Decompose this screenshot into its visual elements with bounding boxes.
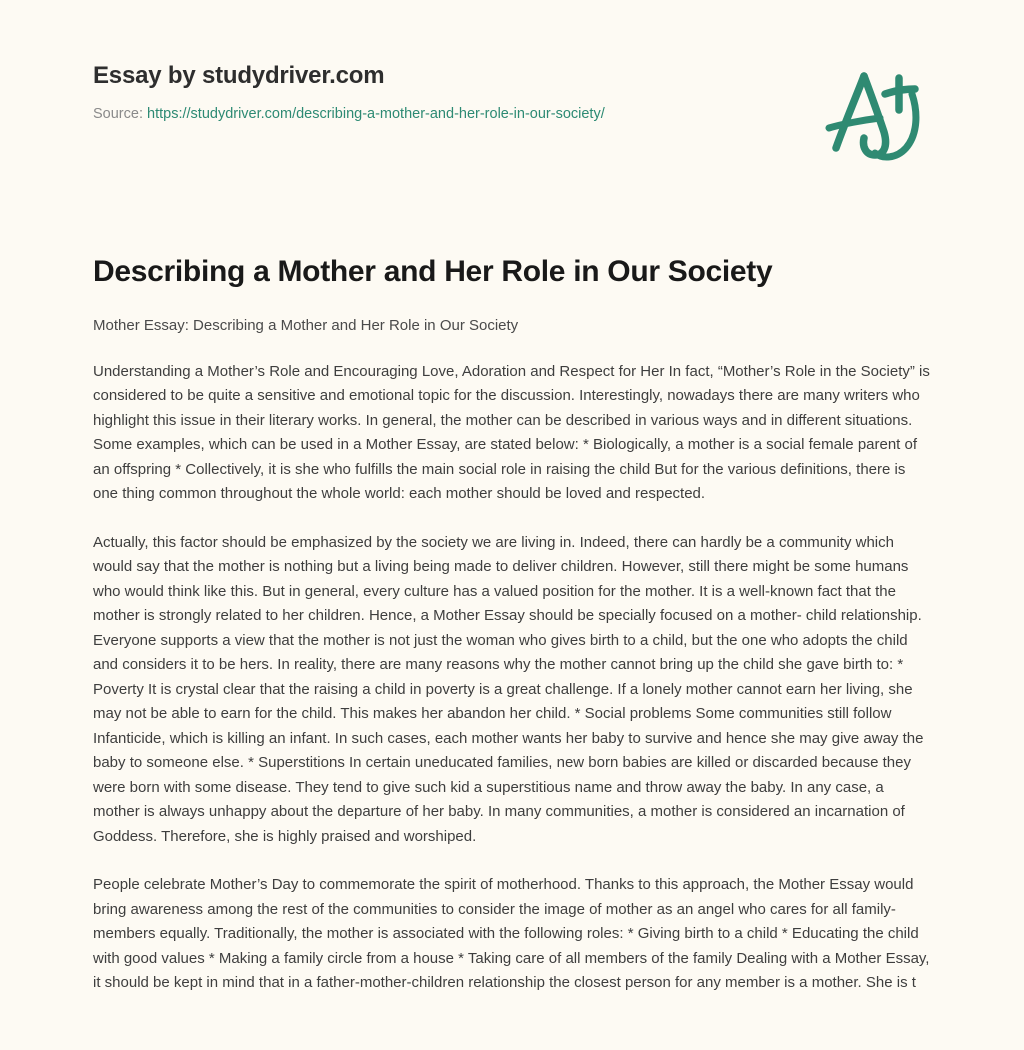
article-paragraph: People celebrate Mother’s Day to commemorate the spirit of motherhood. Thanks to this approach, the Mother Essay would bring awareness among the rest of the communities to consider the image of mother as an angel who cares for all family-members equally. Traditionally, the mother is associated with the following roles: * Giving birth to a child * Educating the child with good values * Making a family circle from a house * Taking care of all members of the family Dealing with a Mother Essay, it should be kept in mind that in a father-mother-children relationship the closest person for any member is a mother. She is t — [93, 876, 930, 992]
source-label: Source: — [93, 105, 143, 122]
page-header — [0, 0, 1024, 190]
source-url-link[interactable]: https://studydriver.com/describing-a-mother-and-her-role-in-our-society/ — [147, 105, 605, 122]
article-body — [93, 253, 933, 996]
page-title: Describing a Mother and Her Role in Our Society — [93, 255, 773, 288]
header-text-block — [93, 62, 733, 124]
article-paragraph: Actually, this factor should be emphasized by the society we are living in. Indeed, there can hardly be a community which would say that the mother is nothing but a living being made to deliver children. However, still there might be some humans who would think like this. But in general, every culture has a valued position for the mother. It is a well-known fact that the mother is strongly related to her children. Hence, a Mother Essay should be specially focused on a mother- child relationship. Everyone supports a view that the mother is not just the woman who gives birth to a child, but the one who adopts the child and considers it to be hers. In reality, there are many reasons why the mother cannot bring up the child she gave birth to: * Poverty It is crystal clear that the raising a child in poverty is a great challenge. If a lonely mother cannot earn her living, she may not be able to earn for the child. This makes her abandon her child. * Social problems Some communities still follow Infanticide, which is killing an infant. In such cases, each mother wants her baby to survive and hence she may give away the baby to someone else. * Superstitions In certain uneducated families, new born babies are killed or discarded because they were born with some disease. They tend to give such kid a superstitious name and throw away the baby. In any case, a mother is always unhappy about the departure of her baby. In many communities, a mother is considered an incarnation of Goddess. Therefore, she is highly praised and worshiped. — [93, 533, 924, 845]
source-line — [93, 105, 733, 124]
essay-byline: Essay by studydriver.com — [93, 62, 385, 89]
studydriver-a-plus-logo-icon — [812, 58, 932, 170]
article-subtitle: Mother Essay: Describing a Mother and Her Role in Our Society — [93, 316, 519, 334]
article-paragraphs — [93, 360, 933, 996]
a-plus-logo-glyph — [812, 58, 932, 170]
article-paragraph: Understanding a Mother’s Role and Encouraging Love, Adoration and Respect for Her In fact, “Mother’s Role in the Society” is considered to be quite a sensitive and emotional topic for the discussion. Interestingly, nowadays there are many writers who highlight this issue in their literary works. In general, the mother can be described in various ways and in different situations. Some examples, which can be used in a Mother Essay, are stated below: * Biologically, a mother is a social female parent of an offspring * Collectively, it is she who fulfills the main social role in raising the child But for the various definitions, there is one thing common throughout the whole world: each mother should be loved and respected. — [93, 362, 930, 503]
